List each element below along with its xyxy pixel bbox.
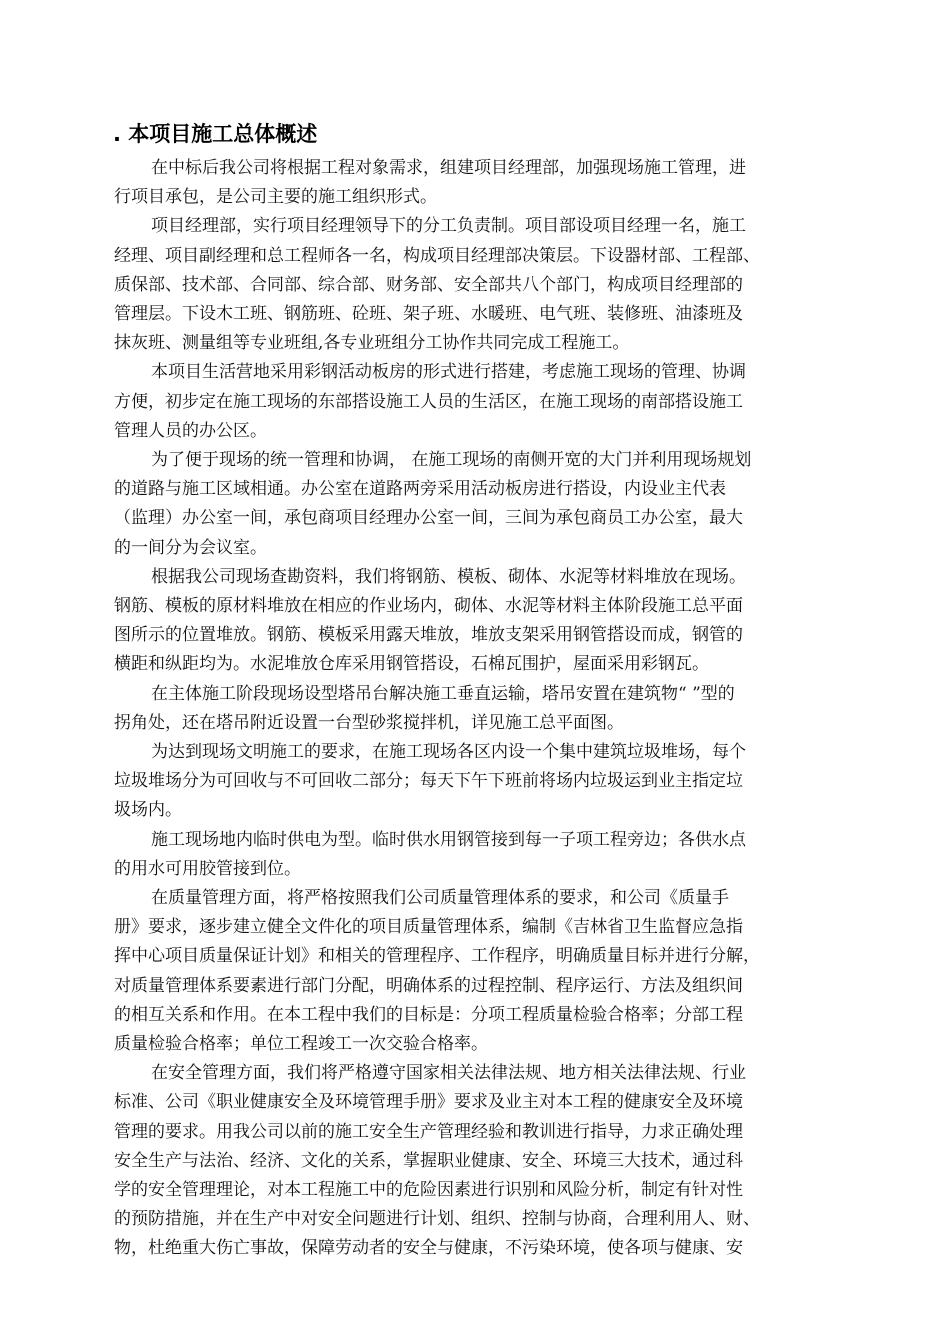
paragraph-line: （监理）办公室一间，承包商项目经理办公室一间，三间为承包商员工办公室，最大 <box>114 508 743 528</box>
paragraph-line: 标准、公司《职业健康安全及环境管理手册》要求及业主对本工程的健康安全及环境 <box>114 1092 743 1112</box>
paragraph-line: 方便，初步定在施工现场的东部搭设施工人员的生活区，在施工现场的南部搭设施工 <box>114 392 743 412</box>
paragraph-line: 钢筋、模板的原材料堆放在相应的作业场内，砌体、水泥等材料主体阶段施工总平面 <box>114 596 743 616</box>
paragraph-first-line: 在中标后我公司将根据工程对象需求，组建项目经理部，加强现场施工管理，进 <box>151 158 746 178</box>
paragraph-first-line: 根据我公司现场查勘资料，我们将钢筋、模板、砌体、水泥等材料堆放在现场。 <box>151 567 746 587</box>
paragraph-line: 的用水可用胶管接到位。 <box>114 859 301 879</box>
paragraph-first-line: 在主体施工阶段现场设型塔吊台解决施工垂直运输，塔吊安置在建筑物“ ”型的 <box>151 684 735 704</box>
paragraph-line: 经理、项目副经理和总工程师各一名，构成项目经理部决策层。下设器材部、工程部、 <box>114 246 760 266</box>
paragraph-line: 管理人员的办公区。 <box>114 421 267 441</box>
paragraph-line: 的道路与施工区域相通。办公室在道路两旁采用活动板房进行搭设，内设业主代表 <box>114 479 726 499</box>
paragraph-first-line: 项目经理部，实行项目经理领导下的分工负责制。项目部设项目经理一名，施工 <box>151 216 746 236</box>
paragraph-line: 挥中心项目质量保证计划》和相关的管理程序、工作程序，明确质量目标并进行分解， <box>114 946 760 966</box>
paragraph-first-line: 施工现场地内临时供电为型。临时供水用钢管接到每一子项工程旁边；各供水点 <box>151 830 746 850</box>
paragraph-line: 拐角处，还在塔吊附近设置一台型砂浆搅拌机，详见施工总平面图。 <box>114 713 624 733</box>
paragraph-line: 抹灰班、测量组等专业班组,各专业班组分工协作共同完成工程施工。 <box>114 333 630 353</box>
paragraph-line: 管理层。下设木工班、钢筋班、砼班、架子班、水暖班、电气班、装修班、油漆班及 <box>114 304 743 324</box>
paragraph-first-line: 在安全管理方面，我们将严格遵守国家相关法律法规、地方相关法律法规、行业 <box>151 1063 746 1083</box>
paragraph-line: 管理的要求。用我公司以前的施工安全生产管理经验和教训进行指导，力求正确处理 <box>114 1122 743 1142</box>
paragraph-line: 的预防措施，并在生产中对安全问题进行计划、组织、控制与协商，合理利用人、财、 <box>114 1209 760 1229</box>
paragraph-first-line: 在质量管理方面，将严格按照我们公司质量管理体系的要求，和公司《质量手 <box>151 888 729 908</box>
paragraph-line: 的一间分为会议室。 <box>114 538 267 558</box>
paragraph-line: 圾场内。 <box>114 800 182 820</box>
paragraph-line: 安全生产与法治、经济、文化的关系，掌握职业健康、安全、环境三大技术，通过科 <box>114 1151 743 1171</box>
paragraph-first-line: 本项目生活营地采用彩钢活动板房的形式进行搭建，考虑施工现场的管理、协调 <box>151 362 746 382</box>
paragraph-line: 册》要求，逐步建立健全文件化的项目质量管理体系，编制《吉林省卫生监督应急指 <box>114 917 743 937</box>
paragraph-first-line: 为达到现场文明施工的要求，在施工现场各区内设一个集中建筑垃圾堆场，每个 <box>151 742 746 762</box>
paragraph-line: 行项目承包，是公司主要的施工组织形式。 <box>114 187 437 207</box>
paragraph-line: 物，杜绝重大伤亡事故，保障劳动者的安全与健康，不污染环境，使各项与健康、安 <box>114 1238 743 1258</box>
paragraph-line: 质保部、技术部、合同部、综合部、财务部、安全部共八个部门，构成项目经理部的 <box>114 275 743 295</box>
section-heading: . 本项目施工总体概述 <box>113 122 318 146</box>
paragraph-line: 垃圾堆场分为可回收与不可回收二部分；每天下午下班前将场内垃圾运到业主指定垃 <box>114 771 743 791</box>
paragraph-line: 的相互关系和作用。在本工程中我们的目标是：分项工程质量检验合格率；分部工程 <box>114 1005 743 1025</box>
paragraph-line: 学的安全管理理论，对本工程施工中的危险因素进行识别和风险分析，制定有针对性 <box>114 1180 743 1200</box>
paragraph-line: 横距和纵距均为。水泥堆放仓库采用钢管搭设，石棉瓦围护，屋面采用彩钢瓦。 <box>114 654 709 674</box>
paragraph-line: 图所示的位置堆放。钢筋、模板采用露天堆放，堆放支架采用钢管搭设而成，钢管的 <box>114 625 743 645</box>
paragraph-first-line: 为了便于现场的统一管理和协调， 在施工现场的南侧开宽的大门并利用现场规划 <box>151 450 752 470</box>
paragraph-line: 质量检验合格率；单位工程竣工一次交验合格率。 <box>114 1034 488 1054</box>
paragraph-line: 对质量管理体系要素进行部门分配，明确体系的过程控制、程序运行、方法及组织间 <box>114 976 743 996</box>
